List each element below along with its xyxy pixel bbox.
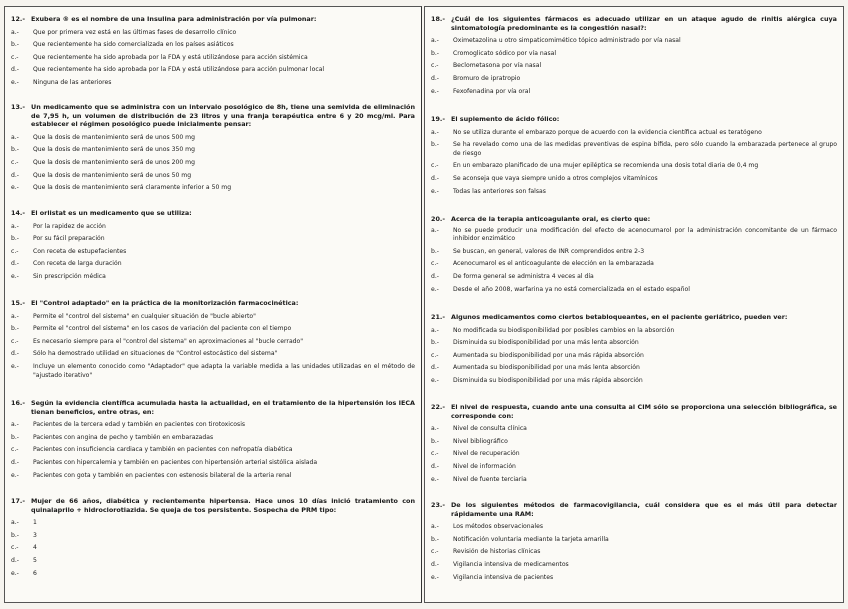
question-16 bbox=[11, 399, 415, 482]
question-stem bbox=[11, 299, 415, 308]
option-text: Vigilancia intensiva de pacientes bbox=[453, 573, 554, 581]
answer-option bbox=[431, 461, 837, 474]
option-text: 1 bbox=[33, 519, 37, 527]
option-text: Permite el "control del sistema" en cualquier situación de "bucle abierto" bbox=[33, 312, 256, 320]
option-text: Se ha revelado como una de las medidas preventivas de espina bífida, pero sólo cuando la embarazada pertenece al grupo de riesgo bbox=[453, 141, 837, 157]
answer-option bbox=[11, 530, 415, 543]
answer-option bbox=[431, 73, 837, 86]
option-letter: c.- bbox=[431, 450, 439, 458]
option-text: Que la dosis de mantenimiento será de unos 350 mg bbox=[33, 146, 195, 154]
answer-option bbox=[431, 337, 837, 350]
option-letter: a.- bbox=[431, 128, 439, 136]
answer-option bbox=[431, 546, 837, 559]
option-text: Oximetazolina u otro simpaticomimético tópico administrado por vía nasal bbox=[453, 37, 681, 45]
question-text: El nivel de respuesta, cuando ante una consulta al CIM sólo se proporciona una selección bibliográfica, se corresponde con: bbox=[451, 403, 837, 420]
option-letter: b.- bbox=[431, 49, 440, 57]
option-letter: d.- bbox=[11, 260, 20, 268]
option-letter: e.- bbox=[11, 272, 19, 280]
option-letter: a.- bbox=[431, 226, 439, 234]
option-letter: d.- bbox=[431, 174, 440, 182]
answer-option bbox=[11, 517, 415, 530]
option-letter: a.- bbox=[431, 425, 439, 433]
answer-option bbox=[431, 350, 837, 363]
question-stem bbox=[431, 403, 837, 420]
question-stem bbox=[431, 115, 837, 124]
option-text: No se puede producir una modificación del efecto de acenocumarol por la administración concomitante de un fármaco inhibidor enzimático bbox=[453, 226, 837, 243]
question-text: ¿Cuál de los siguientes fármacos es adecuado utilizar en un ataque agudo de rinitis alérgica cuya sintomatología predominante es la congestión nasal?: bbox=[451, 15, 837, 32]
option-text: Ninguna de las anteriores bbox=[33, 78, 112, 86]
question-stem bbox=[11, 209, 415, 218]
answer-option bbox=[11, 363, 415, 380]
question-stem bbox=[11, 399, 415, 416]
answer-option bbox=[431, 246, 837, 259]
option-letter: b.- bbox=[431, 437, 440, 445]
option-text: Que la dosis de mantenimiento será claramente inferior a 50 mg bbox=[33, 184, 232, 192]
option-letter: e.- bbox=[431, 573, 439, 581]
question-stem bbox=[431, 501, 837, 518]
option-letter: c.- bbox=[11, 53, 19, 61]
option-text: Pacientes con hipercalemia y también en pacientes con hipertensión arterial sistólica aislada bbox=[33, 458, 318, 466]
question-number: 22.- bbox=[431, 403, 445, 411]
answer-option bbox=[11, 77, 415, 90]
option-text: Bromuro de ipratropio bbox=[453, 74, 521, 82]
option-letter: e.- bbox=[431, 376, 439, 384]
option-text: Nivel de consulta clínica bbox=[453, 425, 527, 433]
option-letter: c.- bbox=[431, 260, 439, 268]
option-letter: a.- bbox=[431, 523, 439, 531]
question-20 bbox=[431, 215, 837, 296]
question-17 bbox=[11, 497, 415, 580]
option-letter: e.- bbox=[431, 475, 439, 483]
answer-option bbox=[11, 419, 415, 432]
option-text: Aumentada su biodisponibilidad por una más lenta absorción bbox=[453, 364, 640, 372]
option-text: Pacientes con angina de pecho y también en embarazadas bbox=[33, 433, 214, 441]
answer-option bbox=[11, 157, 415, 170]
option-text: Que recientemente ha sido comercializada en los países asiáticos bbox=[33, 41, 234, 49]
question-number: 20.- bbox=[431, 215, 445, 223]
answer-options bbox=[431, 423, 837, 486]
answer-options bbox=[431, 127, 837, 199]
option-letter: a.- bbox=[11, 133, 19, 141]
option-letter: e.- bbox=[11, 569, 19, 577]
question-text: Algunos medicamentos como ciertos betabloqueantes, en el paciente geriátrico, pueden ver: bbox=[451, 313, 788, 321]
answer-option bbox=[431, 559, 837, 572]
question-text: Exubera ® es el nombre de una Insulina para administración por vía pulmonar: bbox=[31, 15, 317, 23]
question-22 bbox=[431, 403, 837, 486]
option-text: De forma general se administra 4 veces al día bbox=[453, 272, 594, 280]
option-text: 6 bbox=[33, 569, 37, 577]
option-text: Aumentada su biodisponibilidad por una más rápida absorción bbox=[453, 351, 644, 359]
answer-option bbox=[431, 35, 837, 48]
option-letter: d.- bbox=[431, 272, 440, 280]
answer-options bbox=[431, 35, 837, 98]
option-text: Se buscan, en general, valores de INR comprendidos entre 2-3 bbox=[453, 247, 645, 255]
option-letter: a.- bbox=[11, 519, 19, 527]
option-letter: c.- bbox=[431, 351, 439, 359]
option-text: Fexofenadina por vía oral bbox=[453, 87, 531, 95]
question-number: 12.- bbox=[11, 15, 25, 23]
option-text: Cromoglicato sódico por vía nasal bbox=[453, 49, 557, 57]
answer-option bbox=[431, 474, 837, 487]
answer-option bbox=[431, 60, 837, 73]
option-letter: d.- bbox=[431, 364, 440, 372]
question-text: Mujer de 66 años, diabética y recientemente hipertensa. Hace unos 10 días inició tratamiento con quinalaprilo + hidroclorotiazida. Se queja de tos persistente. Sospecha de PRM tipo: bbox=[31, 497, 415, 514]
option-text: Pacientes de la tercera edad y también en pacientes con tirotoxicosis bbox=[33, 421, 246, 429]
answer-option bbox=[11, 221, 415, 234]
question-stem bbox=[11, 497, 415, 514]
answer-option bbox=[431, 362, 837, 375]
answer-option bbox=[11, 258, 415, 271]
option-text: Vigilancia intensiva de medicamentos bbox=[453, 560, 569, 568]
answer-option bbox=[11, 271, 415, 284]
option-letter: c.- bbox=[431, 162, 439, 170]
question-18 bbox=[431, 15, 837, 98]
answer-option bbox=[11, 555, 415, 568]
answer-option bbox=[431, 141, 837, 158]
option-text: Permite el "control del sistema" en los casos de variación del paciente con el tiempo bbox=[33, 325, 292, 333]
question-text: Acerca de la terapia anticoagulante oral, es cierto que: bbox=[451, 215, 651, 223]
question-19 bbox=[431, 115, 837, 198]
option-text: Nivel de fuente terciaria bbox=[453, 475, 527, 483]
option-letter: d.- bbox=[11, 66, 20, 74]
answer-option bbox=[11, 568, 415, 581]
question-number: 15.- bbox=[11, 299, 25, 307]
answer-option bbox=[11, 246, 415, 259]
question-stem bbox=[431, 215, 837, 224]
option-letter: d.- bbox=[11, 350, 20, 358]
option-text: Sin prescripción médica bbox=[33, 272, 106, 280]
option-letter: d.- bbox=[11, 171, 20, 179]
answer-option bbox=[11, 182, 415, 195]
left-column bbox=[4, 6, 422, 603]
option-letter: c.- bbox=[11, 247, 19, 255]
option-text: Revisión de historias clínicas bbox=[453, 548, 541, 556]
option-letter: e.- bbox=[11, 471, 19, 479]
option-letter: e.- bbox=[11, 78, 19, 86]
answer-options bbox=[431, 521, 837, 584]
option-text: Desde el año 2008, warfarina ya no está comercializada en el estado español bbox=[453, 285, 690, 293]
answer-option bbox=[431, 86, 837, 99]
question-number: 16.- bbox=[11, 399, 25, 407]
question-number: 13.- bbox=[11, 103, 25, 111]
option-letter: e.- bbox=[11, 184, 19, 192]
option-letter: b.- bbox=[431, 141, 440, 149]
answer-option bbox=[11, 233, 415, 246]
option-letter: d.- bbox=[11, 556, 20, 564]
answer-option bbox=[431, 521, 837, 534]
answer-option bbox=[11, 311, 415, 324]
option-text: Acenocumarol es el anticoagulante de elección en la embarazada bbox=[453, 260, 654, 268]
option-letter: b.- bbox=[11, 146, 20, 154]
answer-option bbox=[431, 534, 837, 547]
answer-options bbox=[431, 325, 837, 388]
question-23 bbox=[431, 501, 837, 584]
answer-option bbox=[11, 348, 415, 361]
question-text: El orlistat es un medicamento que se utiliza: bbox=[31, 209, 192, 217]
option-text: Que recientemente ha sido aprobada por la FDA y está utilizándose para acción sistémica bbox=[33, 53, 308, 61]
option-text: Nivel bibliográfico bbox=[453, 437, 508, 445]
answer-options bbox=[11, 27, 415, 90]
option-letter: d.- bbox=[11, 458, 20, 466]
question-15 bbox=[11, 299, 415, 382]
option-text: Pacientes con insuficiencia cardiaca y también en pacientes con nefropatía diabética bbox=[33, 446, 293, 454]
option-letter: b.- bbox=[11, 235, 20, 243]
option-letter: c.- bbox=[11, 544, 19, 552]
option-text: Por su fácil preparación bbox=[33, 235, 105, 243]
answer-option bbox=[11, 323, 415, 336]
option-letter: d.- bbox=[431, 462, 440, 470]
question-number: 21.- bbox=[431, 313, 445, 321]
answer-options bbox=[11, 419, 415, 482]
option-text: Pacientes con gota y también en pacientes con estenosis bilateral de la arteria renal bbox=[33, 471, 292, 479]
question-stem bbox=[11, 103, 415, 129]
option-text: Todas las anteriores son falsas bbox=[453, 187, 546, 195]
option-text: Con receta de estupefacientes bbox=[33, 247, 127, 255]
question-number: 14.- bbox=[11, 209, 25, 217]
option-letter: d.- bbox=[431, 74, 440, 82]
answer-option bbox=[431, 436, 837, 449]
option-text: Que la dosis de mantenimiento será de unos 200 mg bbox=[33, 158, 195, 166]
option-letter: e.- bbox=[11, 362, 19, 370]
answer-options bbox=[11, 221, 415, 284]
answer-option bbox=[11, 132, 415, 145]
option-letter: b.- bbox=[11, 531, 20, 539]
question-13 bbox=[11, 103, 415, 195]
answer-options bbox=[11, 517, 415, 580]
answer-option bbox=[11, 144, 415, 157]
question-21 bbox=[431, 313, 837, 388]
option-letter: b.- bbox=[11, 325, 20, 333]
question-text: Un medicamento que se administra con un intervalo posológico de 8h, tiene una semivida de eliminación de 7,95 h, un volumen de distribución de 23 litros y una franja terapéutica entre 6 y 20 mcg/ml. Para establecer el régimen posológico puede inicialmente pensar: bbox=[31, 103, 415, 129]
answer-option bbox=[431, 173, 837, 186]
option-text: Se aconseja que vaya siempre unido a otros complejos vitamínicos bbox=[453, 174, 658, 182]
option-text: 4 bbox=[33, 544, 37, 552]
question-stem bbox=[11, 15, 415, 24]
option-text: Disminuida su biodisponibilidad por una más lenta absorción bbox=[453, 339, 639, 347]
option-letter: b.- bbox=[431, 339, 440, 347]
option-letter: a.- bbox=[431, 37, 439, 45]
question-number: 23.- bbox=[431, 501, 445, 509]
option-text: 3 bbox=[33, 531, 37, 539]
question-text: De los siguientes métodos de farmacovigilancia, cuál considera que es el más útil para detectar rápidamente una RAM: bbox=[451, 501, 837, 518]
answer-option bbox=[11, 432, 415, 445]
option-letter: b.- bbox=[11, 41, 20, 49]
option-letter: a.- bbox=[11, 28, 19, 36]
option-text: Que la dosis de mantenimiento será de unos 500 mg bbox=[33, 133, 195, 141]
option-text: Que por primera vez está en las últimas fases de desarrollo clínico bbox=[33, 28, 237, 36]
option-text: Es necesario siempre para el "control del sistema" en aproximaciones al "bucle cerrado" bbox=[33, 337, 304, 345]
option-letter: d.- bbox=[431, 560, 440, 568]
answer-option bbox=[431, 375, 837, 388]
question-stem bbox=[431, 15, 837, 32]
answer-option bbox=[11, 64, 415, 77]
question-number: 17.- bbox=[11, 497, 25, 505]
answer-option bbox=[11, 444, 415, 457]
option-text: Sólo ha demostrado utilidad en situaciones de "Control estocástico del sistema" bbox=[33, 350, 278, 358]
answer-option bbox=[11, 27, 415, 40]
answer-option bbox=[11, 457, 415, 470]
option-letter: e.- bbox=[431, 285, 439, 293]
question-text: El "Control adaptado" en la práctica de la monitorización farmacocinética: bbox=[31, 299, 299, 307]
answer-options bbox=[431, 227, 837, 297]
answer-option bbox=[11, 170, 415, 183]
question-12 bbox=[11, 15, 415, 90]
option-text: Notificación voluntaria mediante la tarjeta amarilla bbox=[453, 535, 609, 543]
option-text: Disminuida su biodisponibilidad por una más rápida absorción bbox=[453, 376, 643, 384]
question-number: 18.- bbox=[431, 15, 445, 23]
answer-option bbox=[431, 258, 837, 271]
option-text: Los métodos observacionales bbox=[453, 523, 543, 531]
option-letter: b.- bbox=[431, 535, 440, 543]
answer-option bbox=[431, 160, 837, 173]
question-text: El suplemento de ácido fólico: bbox=[451, 115, 560, 123]
question-text: Según la evidencia científica acumulada hasta la actualidad, en el tratamiento de la hipertensión los IECA tienan beneficios, entre otras, en: bbox=[31, 399, 415, 416]
option-letter: a.- bbox=[431, 326, 439, 334]
answer-option bbox=[11, 542, 415, 555]
answer-option bbox=[431, 572, 837, 585]
option-text: No se utiliza durante el embarazo porque de acuerdo con la evidencia científica actual es teratógeno bbox=[453, 128, 762, 136]
answer-option bbox=[431, 448, 837, 461]
option-text: Por la rapidez de acción bbox=[33, 222, 106, 230]
option-letter: b.- bbox=[11, 433, 20, 441]
option-letter: c.- bbox=[431, 548, 439, 556]
option-letter: a.- bbox=[11, 312, 19, 320]
answer-options bbox=[11, 132, 415, 195]
option-text: No modificada su biodisponibilidad por posibles cambios en la absorción bbox=[453, 326, 675, 334]
option-letter: a.- bbox=[11, 421, 19, 429]
answer-option bbox=[11, 52, 415, 65]
question-stem bbox=[431, 313, 837, 322]
answer-option bbox=[11, 470, 415, 483]
option-text: Que recientemente ha sido aprobada por la FDA y está utilizándose para acción pulmonar local bbox=[33, 66, 325, 74]
answer-option bbox=[431, 271, 837, 284]
option-text: Con receta de larga duración bbox=[33, 260, 122, 268]
option-text: Que la dosis de mantenimiento será de unos 50 mg bbox=[33, 171, 192, 179]
option-text: Incluye un elemento conocido como "Adaptador" que adapta la variable medida a las unidades utilizadas en el método de "ajustado iterativo" bbox=[33, 362, 415, 379]
answer-option bbox=[431, 325, 837, 338]
option-text: En un embarazo planificado de una mujer epiléptica se recomienda una dosis total diaria de 0,4 mg bbox=[453, 162, 759, 170]
answer-option bbox=[431, 423, 837, 436]
answer-option bbox=[431, 227, 837, 244]
question-14 bbox=[11, 209, 415, 284]
option-letter: c.- bbox=[11, 158, 19, 166]
answer-option bbox=[431, 48, 837, 61]
answer-option bbox=[431, 284, 837, 297]
option-letter: c.- bbox=[431, 62, 439, 70]
option-letter: a.- bbox=[11, 222, 19, 230]
option-letter: c.- bbox=[11, 337, 19, 345]
answer-option bbox=[431, 186, 837, 199]
answer-option bbox=[431, 127, 837, 140]
answer-option bbox=[11, 39, 415, 52]
answer-option bbox=[11, 336, 415, 349]
option-text: 5 bbox=[33, 556, 37, 564]
option-text: Nivel de información bbox=[453, 462, 516, 470]
answer-options bbox=[11, 311, 415, 381]
option-letter: c.- bbox=[11, 446, 19, 454]
option-text: Nivel de recuperación bbox=[453, 450, 520, 458]
option-letter: e.- bbox=[431, 187, 439, 195]
option-letter: e.- bbox=[431, 87, 439, 95]
question-number: 19.- bbox=[431, 115, 445, 123]
right-column bbox=[424, 6, 844, 603]
option-letter: b.- bbox=[431, 247, 440, 255]
option-text: Beclometasona por vía nasal bbox=[453, 62, 542, 70]
